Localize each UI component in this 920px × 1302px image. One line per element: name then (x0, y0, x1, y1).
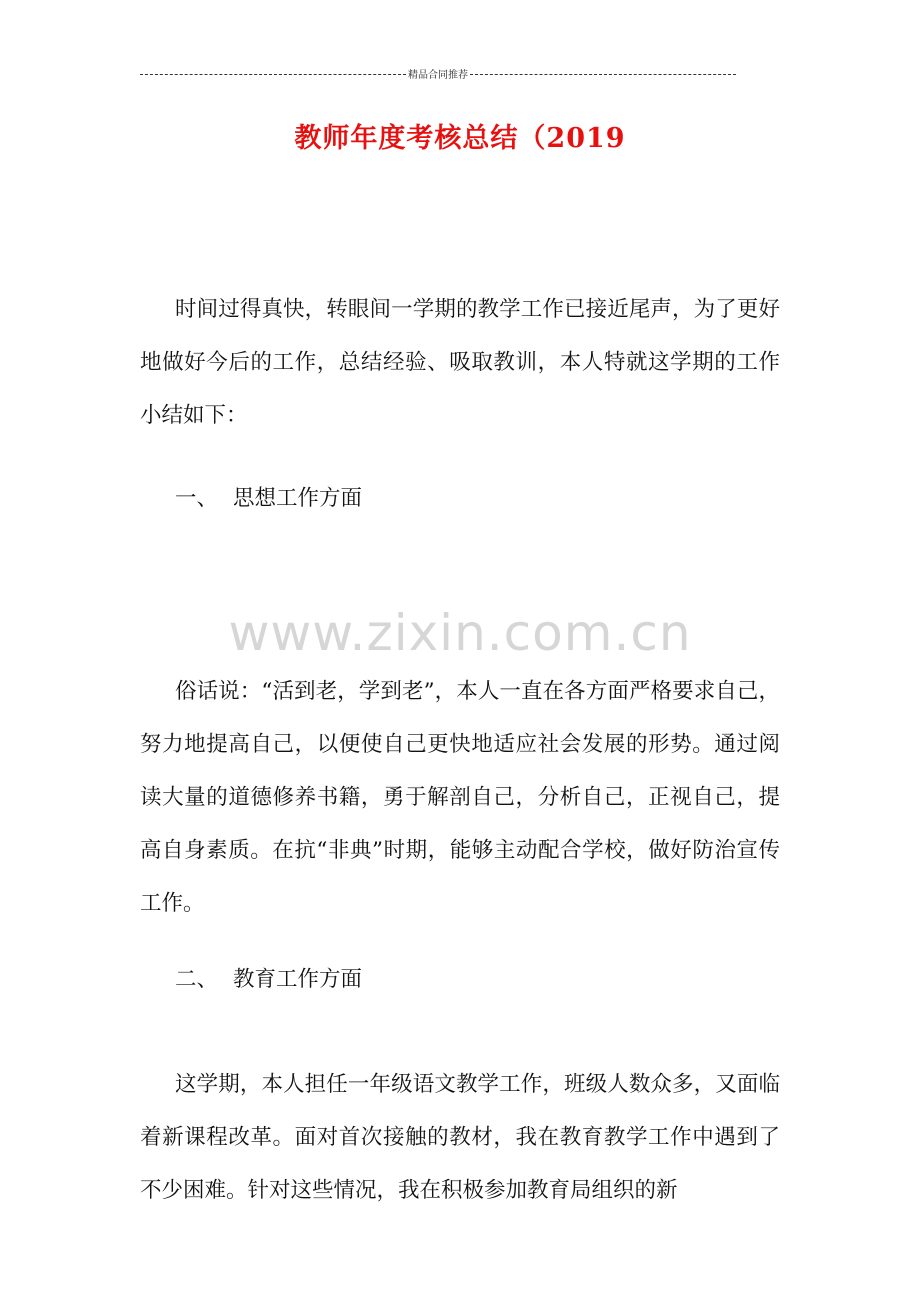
section-number-2: 二、 (175, 967, 219, 992)
section-number-1: 一、 (175, 486, 219, 511)
section-body-1: 俗话说：“活到老，学到老”，本人一直在各方面严格要求自己，努力地提高自己，以便使自己更快地适应社会发展的形势。通过阅读大量的道德修养书籍，勇于解剖自己，分析自己，正视自己，提高自身素质。在抗“非典”时期，能够主动配合学校，做好防治宣传工作。 (140, 679, 780, 916)
section-heading-2 (175, 953, 362, 1006)
section-title-1: 思想工作方面 (233, 486, 363, 511)
section-body-2: 这学期，本人担任一年级语文教学工作，班级人数众多，又面临着新课程改革。面对首次接触的教材，我在教育教学工作中遇到了不少困难。针对这些情况，我在积极参加教育局组织的新 (140, 1072, 780, 1203)
intro-paragraph: 时间过得真快，转眼间一学期的教学工作已接近尾声，为了更好地做好今后的工作，总结经验、吸取教训，本人特就这学期的工作小结如下： (140, 297, 780, 428)
header-label: 精品合同推荐 (408, 70, 468, 81)
header-dash-left (140, 74, 406, 75)
document-title: 教师年度考核总结（2019 (294, 123, 626, 154)
section-heading-1 (175, 472, 362, 525)
header-dash-right (470, 74, 736, 75)
header-rule (140, 66, 736, 81)
section-title-2: 教育工作方面 (233, 967, 363, 992)
watermark: www.zixin.com.cn (228, 604, 692, 662)
